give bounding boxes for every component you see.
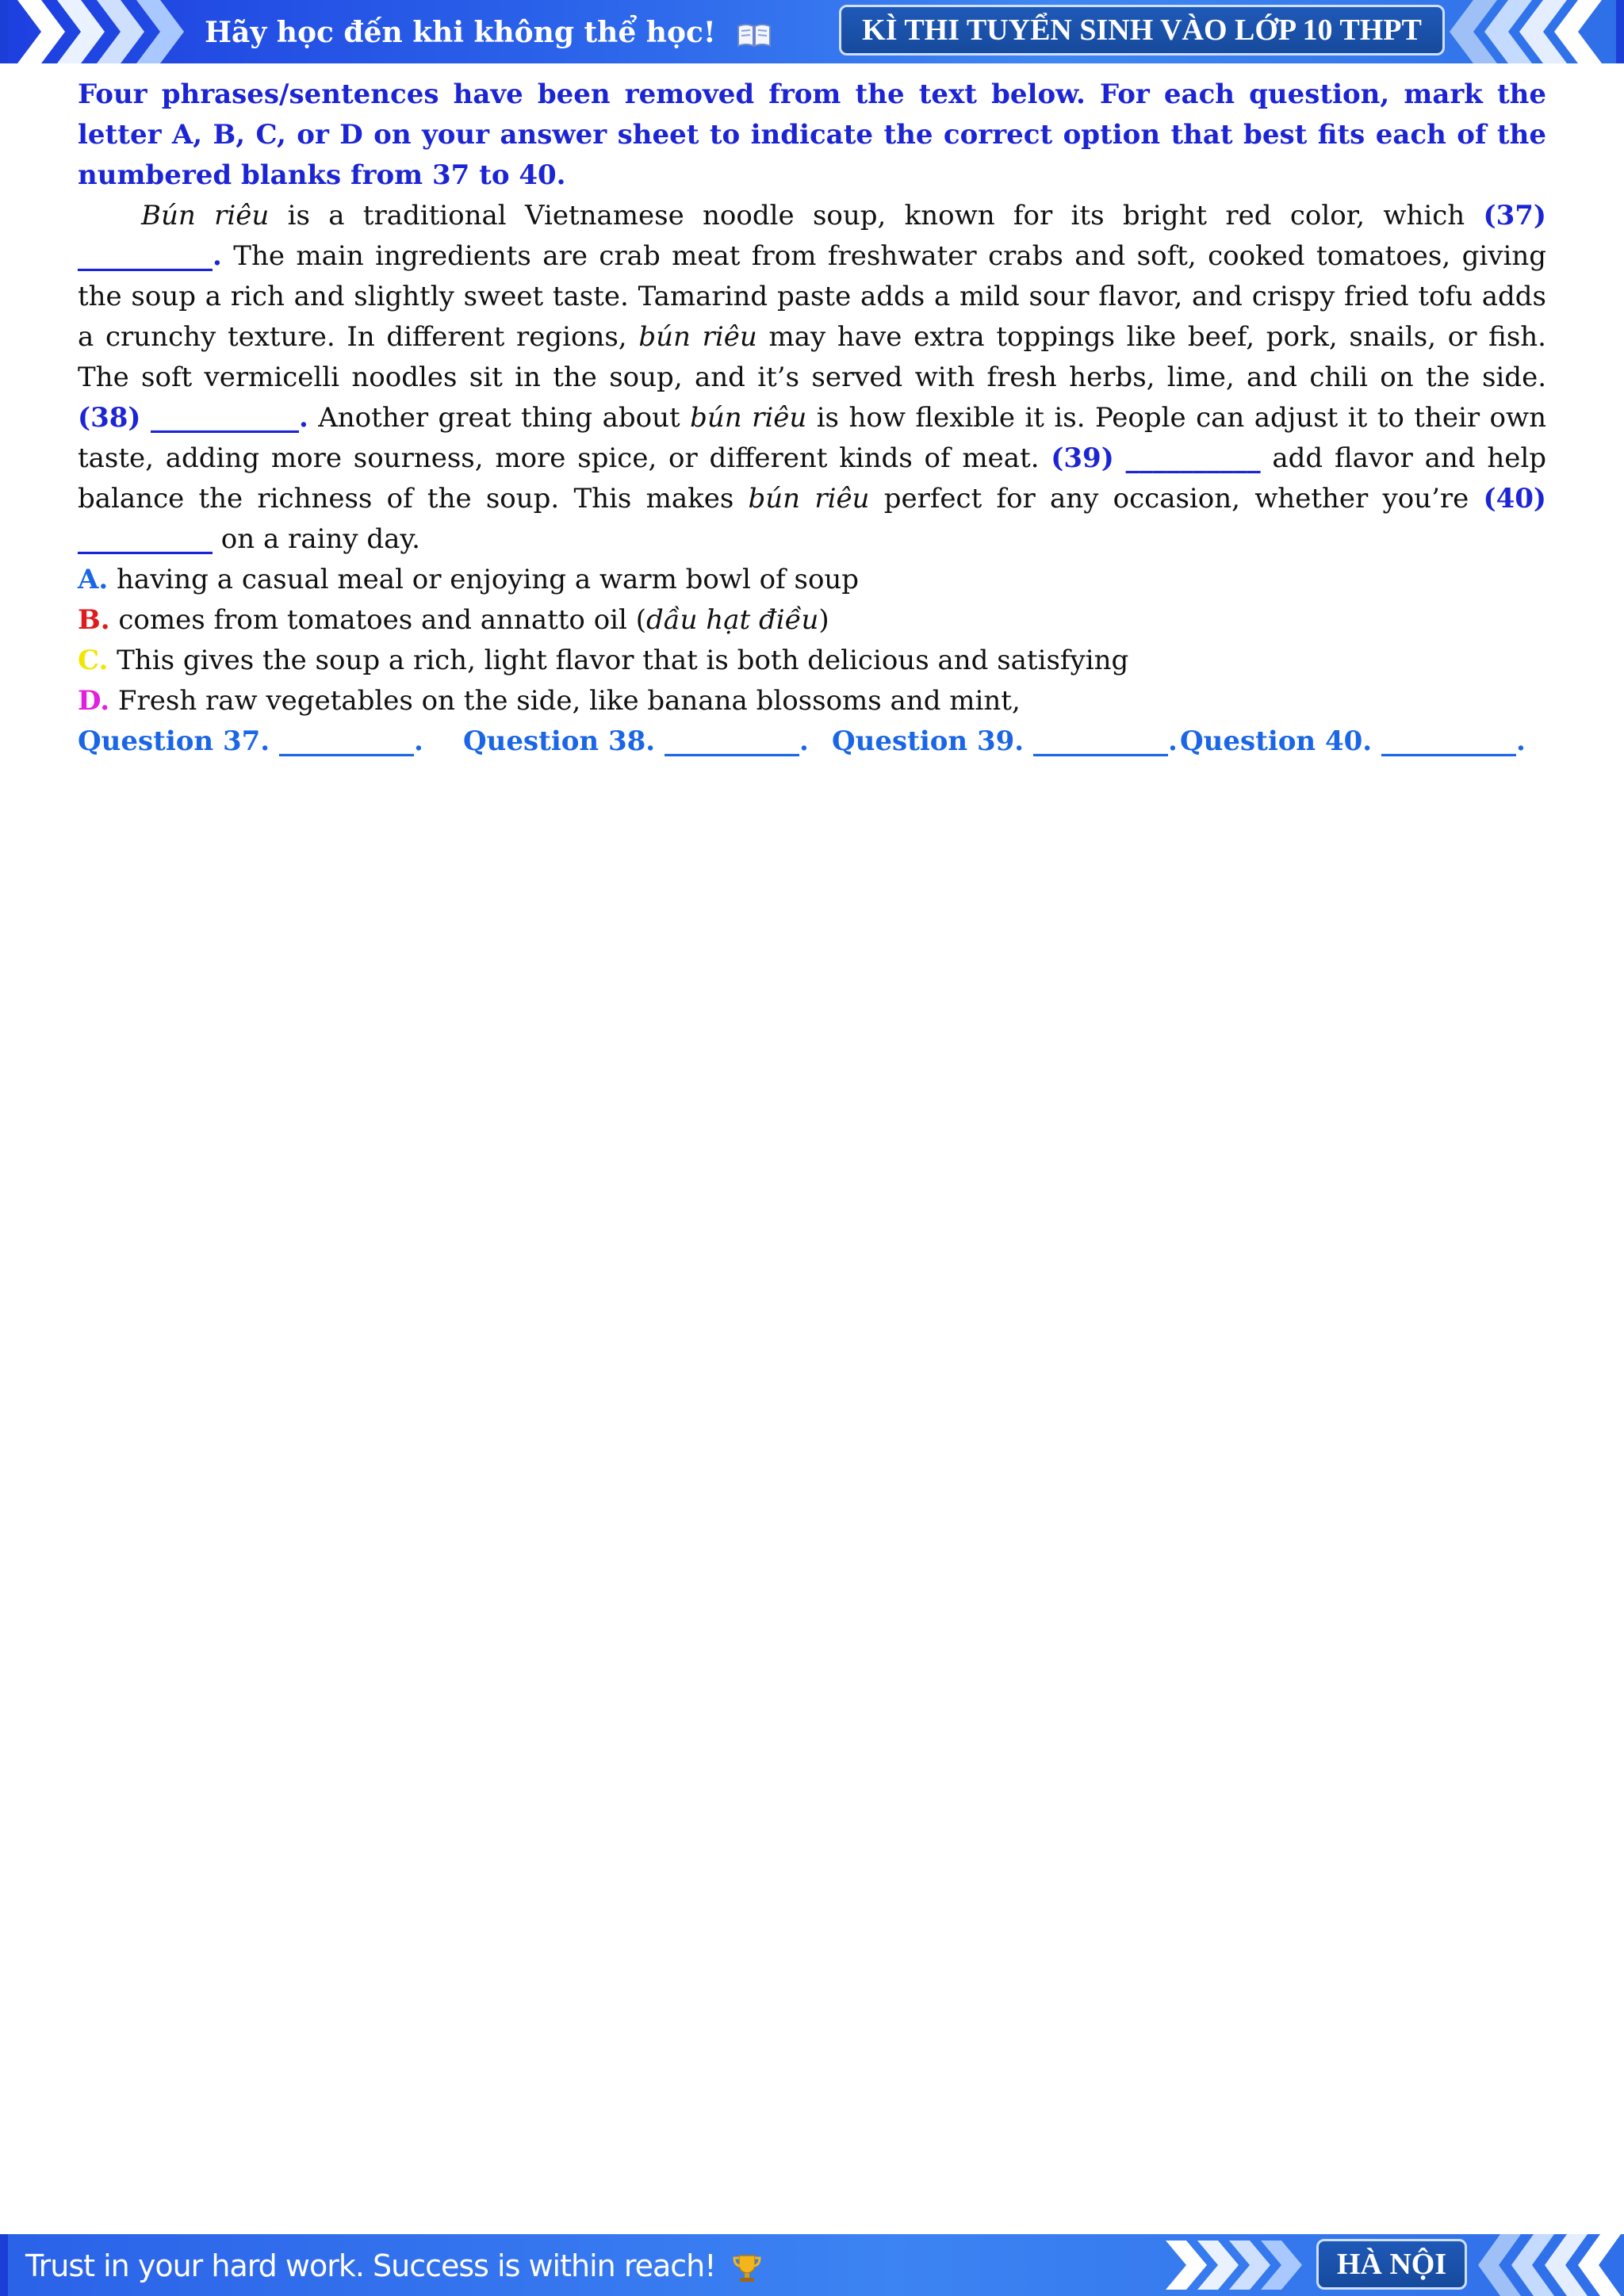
- option-b[interactable]: [78, 600, 1546, 641]
- passage-text: may have extra toppings like beef, pork, snails, or fish. The soft vermicelli noodles sit in the soup, and it’s served with fresh herbs, lime, and chili on the side.: [78, 321, 1546, 393]
- option-a-text: having a casual meal or enjoying a warm bowl of soup: [108, 564, 860, 595]
- option-d-text: Fresh raw vegetables on the side, like banana blossoms and mint,: [109, 685, 1021, 717]
- chevron-arrows-footer-right-decoration: [1477, 2234, 1624, 2296]
- option-a[interactable]: [78, 560, 1546, 600]
- term-bun-rieu: bún riêu: [748, 483, 870, 515]
- city-badge: HÀ NỘI: [1316, 2239, 1467, 2290]
- exam-title-badge: KÌ THI TUYỂN SINH VÀO LỚP 10 THPT: [839, 5, 1445, 55]
- blank-number-37: (37): [1483, 200, 1546, 232]
- option-d-letter: D.: [78, 685, 110, 717]
- open-book-icon: [737, 21, 772, 48]
- trophy-icon: [733, 2253, 761, 2283]
- blank-38[interactable]: ___________.: [150, 402, 308, 434]
- blank-number-39: (39): [1051, 442, 1114, 474]
- passage-text: The main ingredients are crab meat from freshwater crabs and soft, cooked tomatoes, giving the soup a rich and slightly sweet taste. Tamarind paste adds a mild sour flavor, and crispy fried tofu adds a crunchy texture. In different regions,: [78, 240, 1546, 353]
- answer-38[interactable]: Question 38. __________.: [463, 725, 809, 757]
- passage-text: perfect for any occasion, whether you’re: [869, 483, 1484, 515]
- footer-slogan-text: Trust in your hard work. Success is within reach!: [25, 2248, 716, 2283]
- option-c-letter: C.: [78, 645, 109, 676]
- passage-text: add flavor and help balance the richness of the soup. This makes: [78, 442, 1547, 515]
- answer-37[interactable]: Question 37. __________.: [78, 725, 423, 757]
- blank-number-40: (40): [1483, 483, 1546, 515]
- passage-text: on a rainy day.: [213, 523, 420, 555]
- footer-banner: [0, 2234, 1624, 2296]
- passage-text: is how flexible it is. People can adjust it to their own taste, adding more sourness, more spice, or different kinds of meat.: [78, 402, 1547, 474]
- option-c-text: This gives the soup a rich, light flavor that is both delicious and satisfying: [108, 645, 1129, 676]
- answer-row: [78, 721, 1546, 762]
- blank-37[interactable]: __________.: [78, 240, 222, 272]
- question-section: [78, 75, 1546, 762]
- chevron-arrows-left-decoration: [0, 0, 198, 63]
- term-bun-rieu: Bún riêu: [141, 200, 270, 232]
- option-b-letter: B.: [78, 604, 110, 636]
- answer-39[interactable]: Question 39. __________.: [832, 725, 1178, 757]
- option-a-letter: A.: [78, 564, 109, 595]
- blank-40[interactable]: __________: [78, 523, 213, 555]
- option-c[interactable]: [78, 641, 1546, 681]
- option-d[interactable]: [78, 681, 1546, 721]
- option-b-after: ): [818, 604, 829, 636]
- instructions: Four phrases/sentences have been removed from the text below. For each question, mark the letter A, B, C, or D on your answer sheet to indicate the correct option that best fits each of the numbered blanks from 37 to 40.: [78, 78, 1546, 191]
- blank-39[interactable]: __________: [1125, 442, 1261, 474]
- chevron-arrows-right-decoration: [1450, 0, 1624, 63]
- chevron-arrows-footer-decoration: [1166, 2241, 1308, 2290]
- footer-edge-bar: [0, 2234, 8, 2296]
- blank-number-38: (38): [78, 402, 141, 434]
- reading-passage: [78, 196, 1546, 560]
- option-b-text: comes from tomatoes and annatto oil (: [109, 604, 646, 636]
- passage-text: is a traditional Vietnamese noodle soup, known for its bright red color, which: [269, 200, 1484, 232]
- term-bun-rieu: bún riêu: [690, 402, 807, 434]
- answer-40[interactable]: Question 40. __________.: [1180, 725, 1526, 757]
- header-slogan-text: Hãy học đến khi không thể học!: [205, 16, 716, 49]
- term-bun-rieu: bún riêu: [638, 321, 757, 353]
- option-b-italic: dầu hạt điều: [646, 604, 819, 636]
- header-slogan: [205, 0, 772, 63]
- footer-slogan: [25, 2234, 761, 2296]
- passage-text: Another great thing about: [308, 402, 691, 434]
- header-banner: [0, 0, 1624, 63]
